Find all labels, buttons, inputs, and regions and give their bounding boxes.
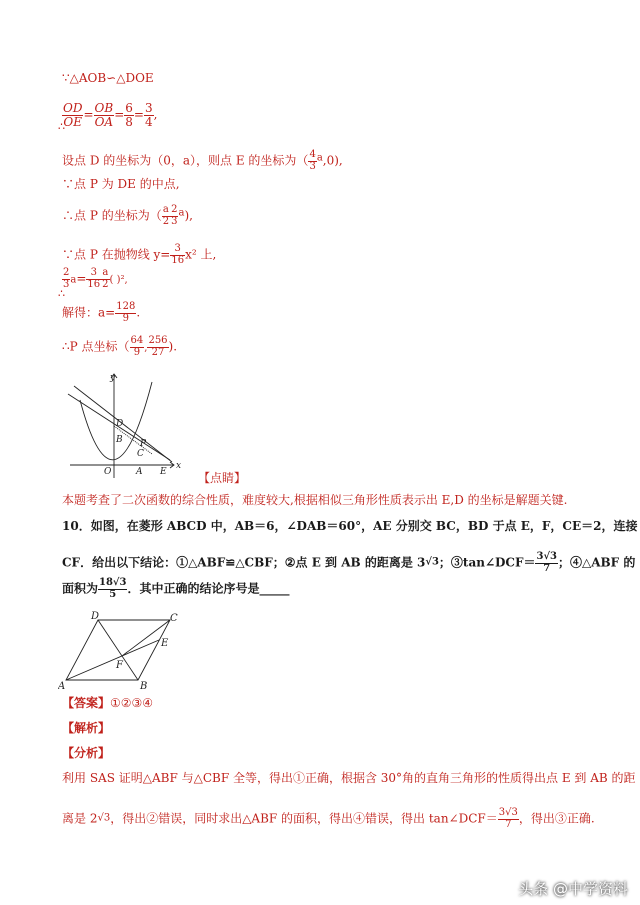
jiexi-tag: 【解析】: [62, 721, 111, 735]
label-y: y: [110, 373, 116, 383]
p-mid-line: ∵点 P 为 DE 的中点,: [62, 177, 180, 191]
diagonal-bd: [98, 620, 138, 680]
line-ae: [66, 640, 159, 680]
eq-frac-2: $\frac{3}{16}$: [87, 267, 101, 290]
label-c: C: [170, 613, 178, 624]
parabola-figure: [62, 368, 192, 480]
ratio-frac-1: $\frac{OD}{OE}$: [63, 101, 83, 129]
rhombus-figure: [58, 608, 188, 692]
summary-line: 本题考查了二次函数的综合性质，难度较大,根据相似三角形性质表示出 E,D 的坐标是解题关键.: [62, 493, 568, 507]
ratio-frac-2: $\frac{OB}{OA}$: [94, 101, 114, 129]
label-x: x: [176, 461, 182, 471]
ratio-frac-3: $\frac{6}{8}$: [125, 101, 133, 129]
analysis-line-1: 利用 SAS 证明△ABF 与△CBF 全等，得出①正确，根据含 30°角的直角三角形的性质得出点 E 到 AB 的距: [62, 771, 636, 785]
question-line-2: CF．给出以下结论：①△ABF≌△CBF；②点 E 到 AB 的距离是 3√3；③tan∠DCF＝ $\frac{3√3}{7}$ ；④△ABF 的: [62, 551, 636, 574]
fenxi-tag: 【分析】: [62, 746, 111, 760]
tan-frac: $\frac{3√3}{7}$: [536, 551, 557, 574]
label-a: A: [136, 467, 143, 477]
label-o: O: [104, 467, 112, 477]
answer-value: ①②③④: [110, 696, 154, 710]
dianjing-tag: 【点睛】: [198, 471, 247, 485]
p-coord-frac-1: $\frac{a}{2}$: [162, 204, 170, 227]
answer-line: [62, 697, 153, 711]
set-d-line: 设点 D 的坐标为（0，a），则点 E 的坐标为（ $\frac{4}{3}$ $^a$,0),: [62, 149, 343, 172]
p-final-frac-2: $\frac{256}{27}$: [148, 335, 168, 358]
label-e: E: [161, 638, 169, 649]
label-f: F: [116, 660, 123, 671]
label-d: D: [91, 611, 100, 622]
question-line-1: 10．如图，在菱形 ABCD 中，AB＝6，∠DAB＝60°，AE 分别交 BC，BD 于点 E，F，CE＝2，连接: [62, 519, 638, 533]
therefore-mark-2: ∴: [58, 287, 65, 300]
watermark: 头条 @中学资料: [518, 880, 628, 898]
p-final-line: ∴P 点坐标（ $\frac{64}{9}$ , $\frac{256}{27}$ ).: [62, 335, 178, 358]
p-final-frac-1: $\frac{64}{9}$: [130, 335, 144, 358]
ratio-frac-4: $\frac{3}{4}$: [144, 101, 153, 129]
similar-line: ∵△AOB∽△DOE: [62, 71, 154, 85]
parabola-line: ∵点 P 在抛物线 y= $\frac{3}{16}$ x² 上,: [62, 243, 217, 266]
label-e: E: [160, 467, 167, 477]
solve-frac: $\frac{128}{9}$: [116, 301, 136, 324]
parabola-frac: $\frac{3}{16}$: [171, 243, 185, 266]
set-d-frac: $\frac{4}{3}$: [309, 149, 316, 172]
eq-frac-1: $\frac{2}{3}$: [63, 267, 70, 290]
p-coord-line: ∴点 P 的坐标为（ $\frac{a}{2}$ $\frac{2}{3}$ $^a$),: [62, 204, 193, 227]
question-number: 10．: [62, 519, 91, 533]
analysis-tan-frac: $\frac{3√3}{7}$: [498, 807, 518, 830]
label-a: A: [58, 681, 66, 692]
label-c: C: [137, 449, 144, 459]
ratio-line: $\frac{OD}{OE}$ = $\frac{OB}{OA}$ = $\frac{6}{8}$ = $\frac{3}{4}$ ,: [63, 101, 158, 129]
therefore-mark: ∴: [58, 120, 65, 133]
label-p: P: [140, 439, 147, 449]
analysis-line-2: 离是 2√3，得出②错误，同时求出△ABF 的面积，得出④错误，得出 tan∠DCF＝ $\frac{3√3}{7}$ ，得出③正确.: [62, 807, 595, 830]
label-b: B: [116, 435, 123, 445]
equation-line: $\frac{2}{3}$ a= $\frac{3}{16}$ $\frac{a}{2}$ ( )²,: [63, 267, 128, 290]
eq-frac-3: $\frac{a}{2}$: [102, 267, 109, 290]
p-coord-frac-2: $\frac{2}{3}$: [171, 204, 178, 227]
solve-line: 解得：a= $\frac{128}{9}$ .: [62, 301, 141, 324]
label-d: D: [116, 419, 124, 429]
area-frac: $\frac{18√3}{5}$: [99, 577, 127, 600]
label-b: B: [140, 681, 148, 692]
answer-tag: 【答案】: [62, 696, 111, 710]
question-line-3: 面积为 $\frac{18√3}{5}$ ．其中正确的结论序号是_____: [62, 577, 290, 600]
